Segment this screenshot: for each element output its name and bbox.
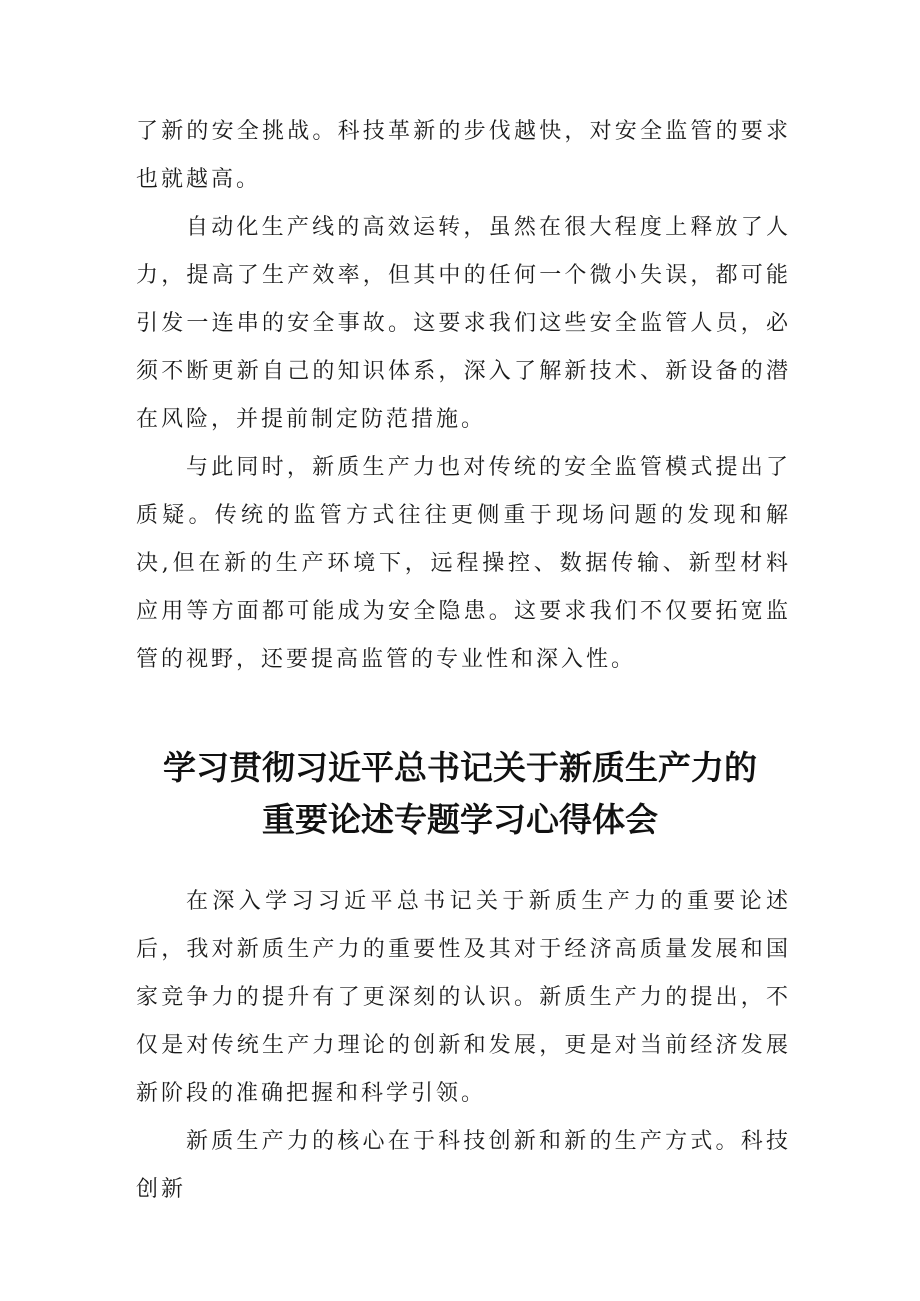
article-title-line-2: 重要论述专题学习心得体会 [262,800,658,839]
paragraph-automation: 自动化生产线的高效运转，虽然在很大程度上释放了人力，提高了生产效率，但其中的任何一个微小失误，都可能引发一连串的安全事故。这要求我们这些安全监管人员，必须不断更新自己的知识体系，深入了解新技术、新设备的潜在风险，并提前制定防范措施。 [136,215,791,432]
paragraph-intro: 在深入学习习近平总书记关于新质生产力的重要论述后，我对新质生产力的重要性及其对于经济高质量发展和国家竞争力的提升有了更深刻的认识。新质生产力的提出，不仅是对传统生产力理论的创新和发展，更是对当前经济发展新阶段的准确把握和科学引领。 [136,889,791,1106]
article-title-line-1: 学习贯彻习近平总书记关于新质生产力的 [163,748,757,787]
article-body [136,878,791,1214]
article-title [120,742,800,846]
top-section [136,108,791,684]
paragraph-supervision-mode: 与此同时，新质生产力也对传统的安全监管模式提出了质疑。传统的监管方式往往更侧重于现场问题的发现和解决,但在新的生产环境下，远程操控、数据传输、新型材料应用等方面都可能成为安全隐患。这要求我们不仅要拓宽监管的视野，还要提高监管的专业性和深入性。 [136,455,791,672]
paragraph-continued: 了新的安全挑战。科技革新的步伐越快，对安全监管的要求也就越高。 [136,119,791,192]
paragraph-core: 新质生产力的核心在于科技创新和新的生产方式。科技创新 [136,1129,791,1202]
